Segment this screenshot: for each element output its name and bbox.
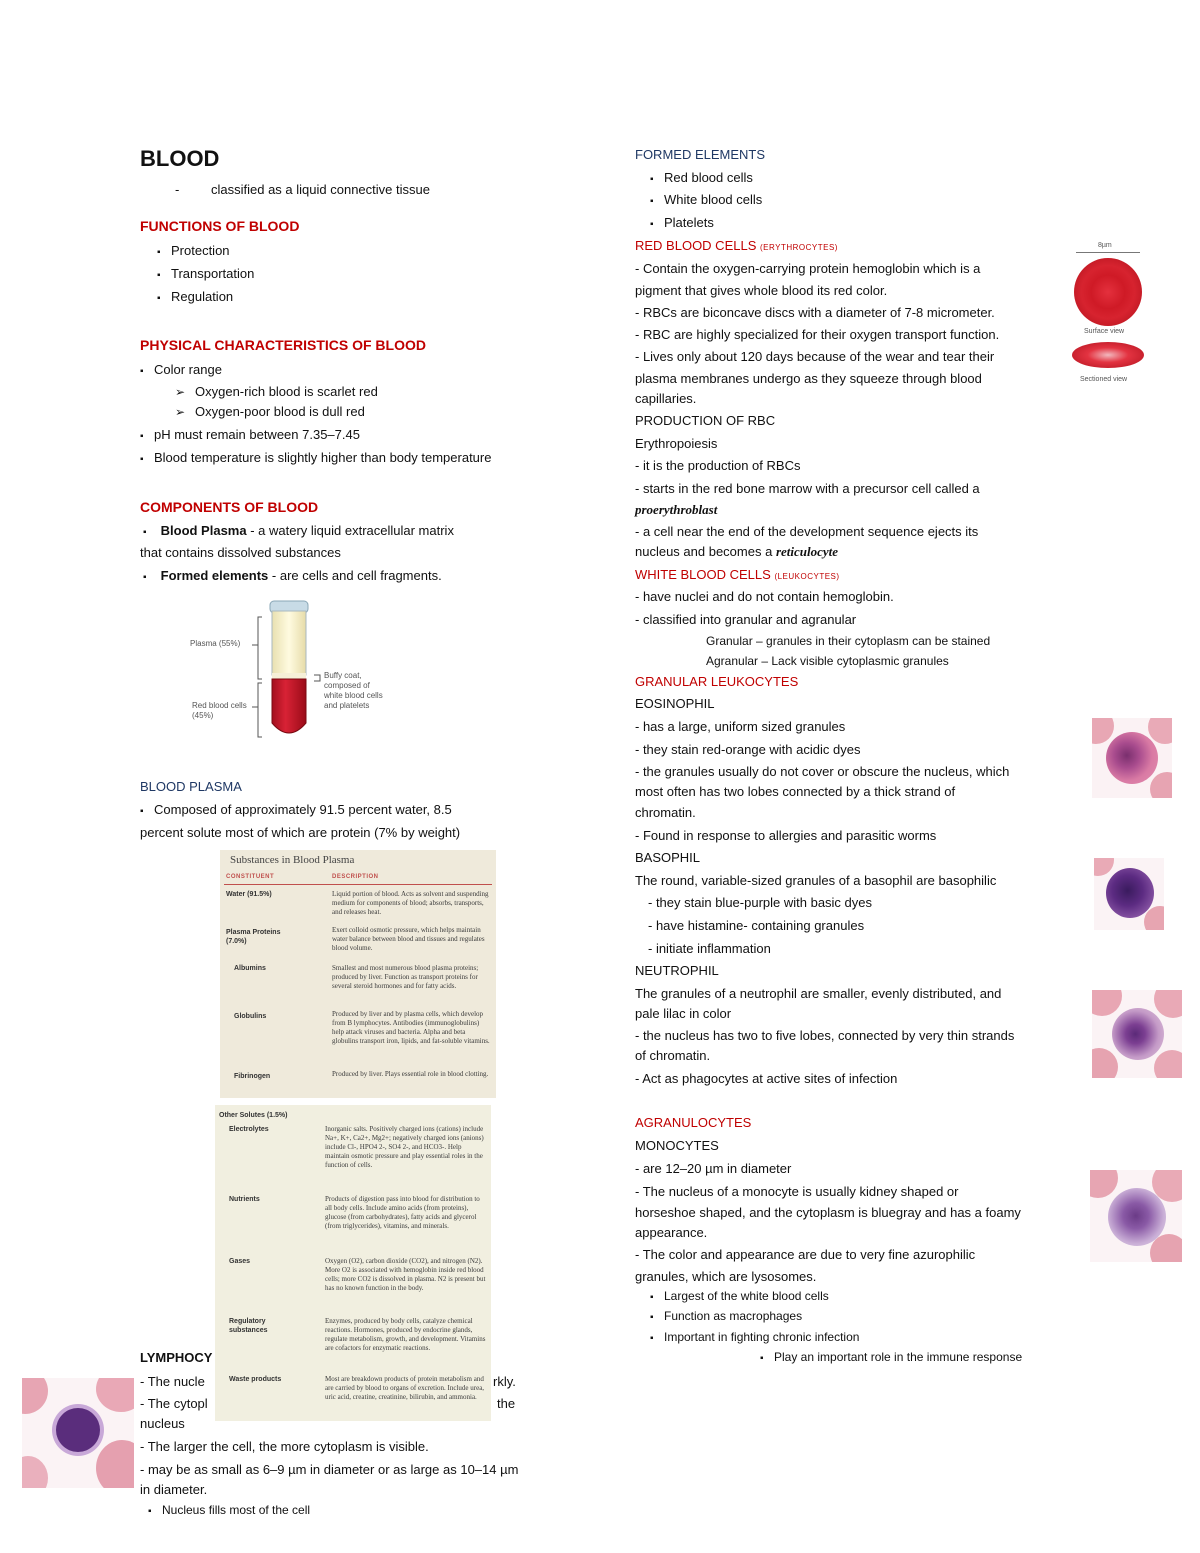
basophil-micrograph <box>1094 858 1164 930</box>
lymphocyte-heading: LYMPHOCY <box>140 1350 213 1365</box>
lymphocyte-line: rkly. <box>493 1374 516 1389</box>
monocyte-line: appearance. <box>635 1225 708 1240</box>
lymphocyte-line: - The larger the cell, the more cytoplasm is visible. <box>140 1439 429 1454</box>
table-constituent: Plasma Proteins (7.0%) <box>226 929 281 945</box>
neutrophil-heading: NEUTROPHIL <box>635 963 719 978</box>
agranulocytes-heading: AGRANULOCYTES <box>635 1115 752 1130</box>
test-tube-icon <box>190 595 410 745</box>
rbc-heading-text: RED BLOOD CELLS <box>635 238 757 253</box>
subtitle: classified as a liquid connective tissue <box>211 182 430 197</box>
component-rest: - a watery liquid extracellular matrix <box>246 523 454 538</box>
table-description: Produced by liver and by plasma cells, which develop from B lymphocytes. Antibodies (immunoglobulins) help attack viruses and bacteria. Alpha and beta globulins transport iron, lipids, and fat-soluble vitamins. <box>332 1010 490 1045</box>
lymphocyte-micrograph <box>22 1378 134 1488</box>
monocyte-bullet: ▪ Important in fighting chronic infection <box>650 1330 859 1344</box>
rbc-section-label: Sectioned view <box>1080 376 1128 383</box>
table-constituent: Electrolytes <box>229 1126 269 1133</box>
neutrophil-line: pale lilac in color <box>635 1006 732 1021</box>
lymphocyte-line: - The nucle <box>140 1374 205 1389</box>
tube-plasma-label: Plasma (55%) <box>190 639 241 648</box>
rbc-line: plasma membranes undergo as they squeeze through blood <box>635 371 982 386</box>
rbc-heading <box>635 238 838 253</box>
physical-item: ▪ pH must remain between 7.35–7.45 <box>140 427 360 442</box>
subtitle-dash: - <box>175 182 180 197</box>
table-description: Most are breakdown products of protein metabolism and are carried by blood to organs of excretion. Include urea, uric acid, creatine, creatinine, bilirubin, and ammonia. <box>325 1375 485 1401</box>
production-term: reticulocyte <box>775 544 839 559</box>
monocyte-line: - are 12–20 µm in diameter <box>635 1161 792 1176</box>
lymphocyte-line: the <box>497 1396 516 1411</box>
basophil-line: - have histamine- containing granules <box>648 918 865 933</box>
monocyte-line: - The nucleus of a monocyte is usually kidney shaped or <box>635 1184 959 1199</box>
physical-item: ▪ Color range <box>140 362 222 377</box>
wbc-line: - have nuclei and do not contain hemoglobin. <box>635 589 894 604</box>
rbc-line: pigment that gives whole blood its red color. <box>635 283 888 298</box>
monocyte-micrograph <box>1090 1170 1182 1262</box>
rbc-line: - Lives only about 120 days because of the wear and tear their <box>635 349 995 364</box>
table-description: Produced by liver. Plays essential role in blood clotting. <box>332 1070 489 1078</box>
monocyte-line: horseshoe shaped, and the cytoplasm is bluegray and has a foamy <box>635 1205 1021 1220</box>
production-line: - it is the production of RBCs <box>635 458 801 473</box>
table-constituent: Regulatory substances <box>229 1318 268 1334</box>
function-item: ▪ Regulation <box>157 289 233 304</box>
rbc-section-icon <box>1072 342 1144 368</box>
monocyte-bullet: ▪ Play an important role in the immune response <box>760 1350 1022 1364</box>
table-constituent: Globulins <box>234 1013 267 1020</box>
component-bold: Blood Plasma <box>160 523 247 538</box>
table-description: Enzymes, produced by body cells, catalyze chemical reactions. Hormones, produced by endocrine glands, regulate metabolism, growth, and development. Vitamins are cofactors for enzymatic reactions. <box>325 1317 486 1352</box>
basophil-heading: BASOPHIL <box>635 850 701 865</box>
basophil-line: - initiate inflammation <box>648 941 771 956</box>
components-heading: COMPONENTS OF BLOOD <box>140 499 319 515</box>
production-line <box>635 544 838 560</box>
rbc-surface-icon <box>1074 258 1142 326</box>
rbc-line: - Contain the oxygen-carrying protein hemoglobin which is a <box>635 261 981 276</box>
physical-heading: PHYSICAL CHARACTERISTICS OF BLOOD <box>140 337 426 353</box>
neutrophil-line: of chromatin. <box>635 1048 711 1063</box>
production-text: nucleus and becomes a <box>635 544 776 559</box>
table-constituent: Albumins <box>234 965 266 972</box>
physical-item: ▪ Blood temperature is slightly higher than body temperature <box>140 450 491 465</box>
lymphocyte-line: in diameter. <box>140 1482 208 1497</box>
rbc-subheading: (ERYTHROCYTES) <box>760 243 838 252</box>
tube-buffy-label: Buffy coat, <box>324 671 362 680</box>
table-constituent: Nutrients <box>229 1196 260 1203</box>
table-description: Products of digestion pass into blood for distribution to all body cells. Include amino acids (from proteins), glucose (from carbohydrates), fatty acids and glycerol (from triglycerides), vitamins, and minerals. <box>325 1195 480 1230</box>
tube-buffy-label: composed of <box>324 681 370 690</box>
rbc-surface-label: Surface view <box>1084 328 1125 335</box>
table-constituent: Waste products <box>229 1376 282 1383</box>
production-term: proerythroblast <box>635 502 718 517</box>
table-constituent: Water (91.5%) <box>226 891 272 898</box>
component-cont: that contains dissolved substances <box>140 545 341 560</box>
rbc-line: capillaries. <box>635 391 697 406</box>
granular-heading: GRANULAR LEUKOCYTES <box>635 674 799 689</box>
wbc-heading-text: WHITE BLOOD CELLS <box>635 567 771 582</box>
plasma-table-col1: CONSTITUENT <box>226 874 275 880</box>
tube-rbc-label: Red blood cells <box>192 701 247 710</box>
table-constituent: Fibrinogen <box>234 1073 271 1080</box>
component-item <box>143 523 454 538</box>
basophil-line: The round, variable-sized granules of a basophil are basophilic <box>635 873 997 888</box>
table-description: Oxygen (O2), carbon dioxide (CO2), and nitrogen (N2). More O2 is associated with hemoglobin inside red blood cells; more CO2 is dissolved in plasma. N2 is present but has no known function in the body. <box>325 1257 486 1292</box>
functions-heading: FUNCTIONS OF BLOOD <box>140 218 300 234</box>
neutrophil-line: - the nucleus has two to five lobes, connected by very thin strands <box>635 1028 1015 1043</box>
eosinophil-heading: EOSINOPHIL <box>635 696 715 711</box>
blood-plasma-line: percent solute most of which are protein (7% by weight) <box>140 825 461 840</box>
plasma-table-title: Substances in Blood Plasma <box>230 854 355 866</box>
table-divider <box>224 884 492 885</box>
monocyte-line: granules, which are lysosomes. <box>635 1269 817 1284</box>
blood-plasma-line: ▪ Composed of approximately 91.5 percent water, 8.5 <box>140 802 452 817</box>
erythropoiesis-heading: Erythropoiesis <box>635 436 718 451</box>
neutrophil-line: The granules of a neutrophil are smaller, evenly distributed, and <box>635 986 1002 1001</box>
table-description: Inorganic salts. Positively charged ions (cations) include Na+, K+, Ca2+, Mg2+; negatively charged ions (anions) include Cl-, HPO4 2-, SO4 2-, and HCO3-. Help maintain osmotic pressure and play essential roles in the function of cells. <box>325 1125 484 1169</box>
formed-item: ▪ Red blood cells <box>650 170 753 185</box>
neutrophil-micrograph <box>1092 990 1182 1078</box>
lymphocyte-line: - The cytopl <box>140 1396 208 1411</box>
wbc-line: Agranular – Lack visible cytoplasmic granules <box>706 654 949 668</box>
component-rest: - are cells and cell fragments. <box>268 568 442 583</box>
production-line: - a cell near the end of the development sequence ejects its <box>635 524 979 539</box>
eosinophil-line: - Found in response to allergies and parasitic worms <box>635 828 937 843</box>
rbc-scale-bar <box>1076 252 1140 253</box>
lymphocyte-line: nucleus <box>140 1416 185 1431</box>
function-item: ▪ Transportation <box>157 266 254 281</box>
eosinophil-line: - has a large, uniform sized granules <box>635 719 846 734</box>
basophil-line: - they stain blue-purple with basic dyes <box>648 895 873 910</box>
physical-subitem: ➢ Oxygen-poor blood is dull red <box>175 404 365 419</box>
formed-item: ▪ Platelets <box>650 215 714 230</box>
wbc-line: Granular – granules in their cytoplasm can be stained <box>706 634 991 648</box>
rbc-figure <box>1068 238 1148 390</box>
function-item: ▪ Protection <box>157 243 230 258</box>
page-title: BLOOD <box>140 146 220 171</box>
physical-subitem: ➢ Oxygen-rich blood is scarlet red <box>175 384 378 399</box>
wbc-heading <box>635 567 840 582</box>
table-description: Exert colloid osmotic pressure, which helps maintain water balance between blood and tissues and regulates blood volume. <box>332 926 485 952</box>
table-constituent: Gases <box>229 1258 251 1265</box>
plasma-table-col2: DESCRIPTION <box>332 874 379 880</box>
component-bold: Formed elements <box>160 568 269 583</box>
monocyte-line: - The color and appearance are due to very fine azurophilic <box>635 1247 976 1262</box>
production-line: - starts in the red bone marrow with a precursor cell called a <box>635 481 980 496</box>
rbc-line: - RBCs are biconcave discs with a diameter of 7-8 micrometer. <box>635 305 995 320</box>
wbc-line: - classified into granular and agranular <box>635 612 857 627</box>
lymphocyte-bullet: ▪ Nucleus fills most of the cell <box>148 1503 310 1517</box>
eosinophil-line: - they stain red-orange with acidic dyes <box>635 742 861 757</box>
table-description: Smallest and most numerous blood plasma proteins; produced by liver. Function as transport proteins for several steroid hormones and for fatty acids. <box>332 964 479 990</box>
rbc-line: - RBC are highly specialized for their oxygen transport function. <box>635 327 1000 342</box>
blood-plasma-heading: BLOOD PLASMA <box>140 779 242 794</box>
production-heading: PRODUCTION OF RBC <box>635 413 776 428</box>
tube-buffy-label: and platelets <box>324 701 370 710</box>
formed-heading: FORMED ELEMENTS <box>635 147 766 162</box>
eosinophil-line: chromatin. <box>635 805 696 820</box>
component-item <box>143 568 442 583</box>
monocyte-bullet: ▪ Function as macrophages <box>650 1309 802 1323</box>
table-description: Liquid portion of blood. Acts as solvent and suspending medium for components of blood; absorbs, transports, and releases heat. <box>332 890 489 916</box>
neutrophil-line: - Act as phagocytes at active sites of infection <box>635 1071 898 1086</box>
table-section-title: Other Solutes (1.5%) <box>219 1112 288 1119</box>
monocyte-bullet: ▪ Largest of the white blood cells <box>650 1289 829 1303</box>
tube-buffy-label: white blood cells <box>324 691 383 700</box>
wbc-subheading: (LEUKOCYTES) <box>774 572 840 581</box>
tube-rbc-pct: (45%) <box>192 711 214 720</box>
lymphocyte-line: - may be as small as 6–9 µm in diameter or as large as 10–14 µm <box>140 1462 519 1477</box>
eosinophil-micrograph <box>1092 718 1172 798</box>
test-tube-figure <box>190 595 410 745</box>
plasma-table-2 <box>215 1105 491 1421</box>
rbc-scale-label: 8µm <box>1098 242 1112 249</box>
eosinophil-line: - the granules usually do not cover or obscure the nucleus, which <box>635 764 1010 779</box>
plasma-table-1 <box>220 850 496 1098</box>
formed-item: ▪ White blood cells <box>650 192 762 207</box>
monocytes-heading: MONOCYTES <box>635 1138 719 1153</box>
eosinophil-line: most often has two lobes connected by a thick strand of <box>635 784 956 799</box>
